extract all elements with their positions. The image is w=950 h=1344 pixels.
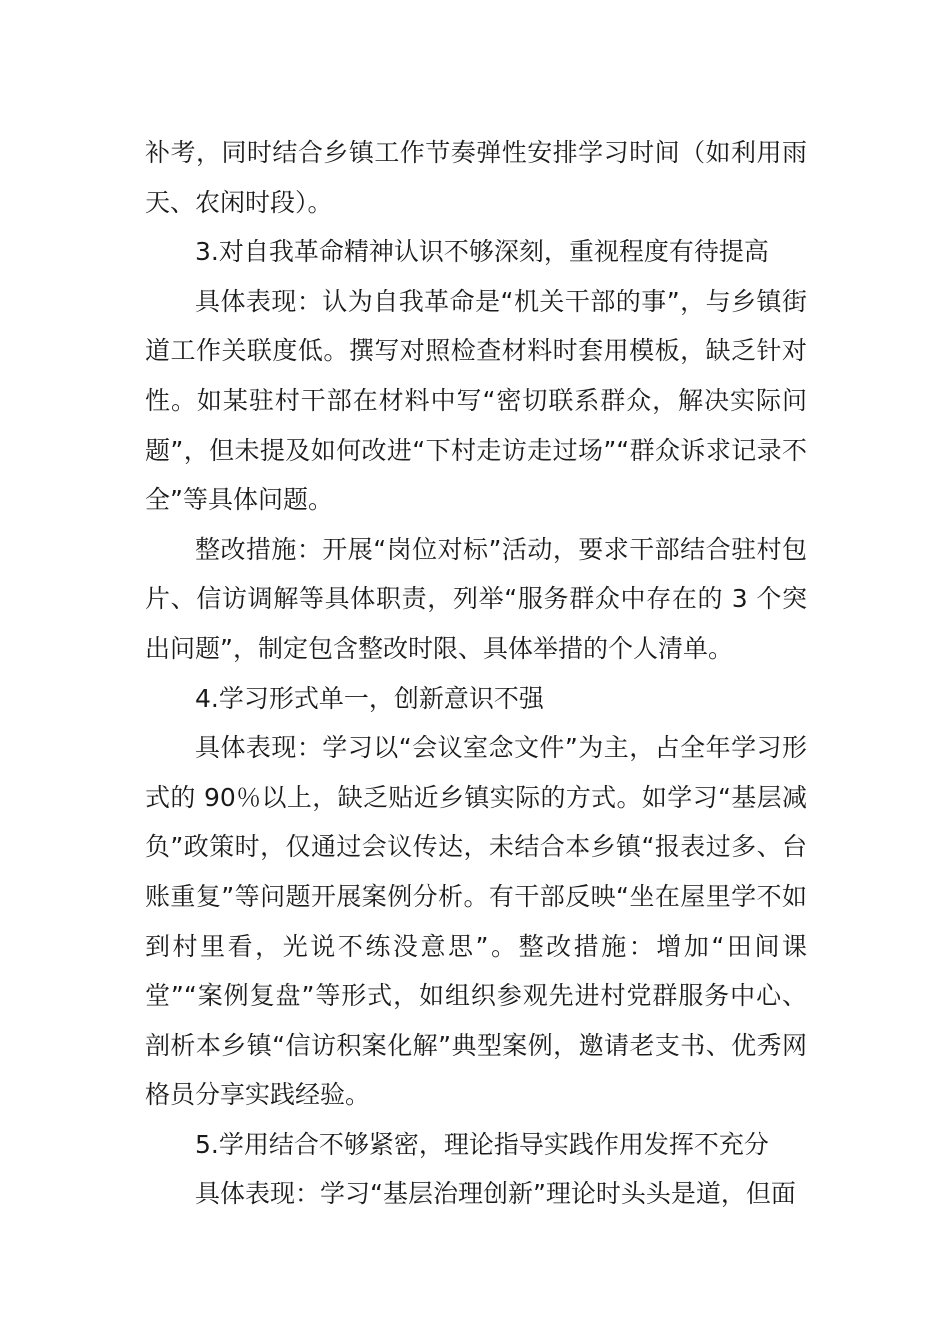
paragraph-manifestation-3: 具体表现：认为自我革命是“机关干部的事”，与乡镇街道工作关联度低。撰写对照检查材料时套用模板，缺乏针对性。如某驻村干部在材料中写“密切联系群众，解决实际问题”，但未提及如何改进“下村走访走过场”“群众诉求记录不全”等具体问题。 (145, 286, 807, 515)
paragraph-rectification-3: 整改措施：开展“岗位对标”活动，要求干部结合驻村包片、信访调解等具体职责，列举“服务群众中存在的 3 个突出问题”，制定包含整改时限、具体举措的个人清单。 (145, 534, 807, 663)
section-heading-3: 3.对自我革命精神认识不够深刻，重视程度有待提高 (195, 237, 769, 267)
paragraph-manifestation-4: 具体表现：学习以“会议室念文件”为主，占全年学习形式的 90％以上，缺乏贴近乡镇实际的方式。如学习“基层减负”政策时，仅通过会议传达，未结合本乡镇“报表过多、台账重复”等问题开展案例分析。有干部反映“坐在屋里学不如到村里看，光说不练没意思”。整改措施：增加“田间课堂”“案例复盘”等形式，如组织参观先进村党群服务中心、剖析本乡镇“信访积案化解”典型案例，邀请老支书、优秀网格员分享实践经验。 (145, 733, 807, 1110)
document-body (145, 128, 807, 1219)
section-heading-4: 4.学习形式单一，创新意识不强 (195, 683, 544, 713)
paragraph-manifestation-5: 具体表现：学习“基层治理创新”理论时头头是道，但面 (195, 1179, 796, 1209)
section-heading-5: 5.学用结合不够紧密，理论指导实践作用发挥不充分 (195, 1129, 769, 1159)
paragraph-continuation: 补考，同时结合乡镇工作节奏弹性安排学习时间（如利用雨天、农闲时段）。 (145, 138, 807, 217)
